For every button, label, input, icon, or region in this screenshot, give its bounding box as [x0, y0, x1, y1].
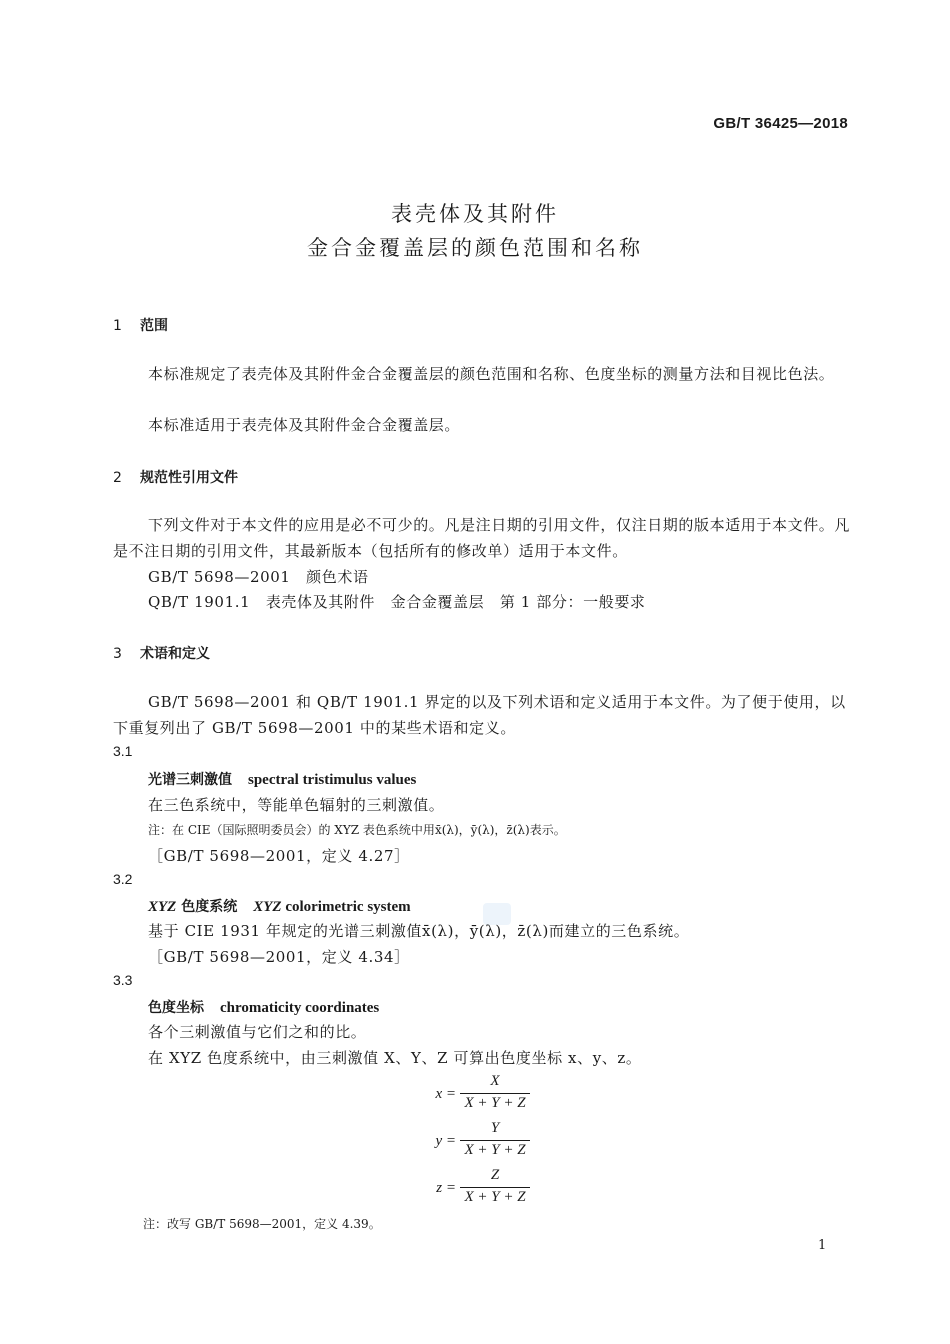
- note-3-1: 注：在 CIE（国际照明委员会）的 XYZ 表色系统中用x̄(λ)，ȳ(λ)，z̄(λ)表示。: [148, 823, 566, 837]
- section-1-heading: 1 范围: [113, 318, 168, 334]
- section-3-heading: 3 术语和定义: [113, 646, 210, 662]
- clause-3-1-number: 3.1: [113, 743, 133, 759]
- term-3-1: 光谱三刺激值 spectral tristimulus values: [148, 772, 417, 788]
- standard-number: GB/T 36425—2018: [713, 115, 848, 132]
- section-2-heading: 2 规范性引用文件: [113, 470, 238, 486]
- section-1-paragraph-1: 本标准规定了表壳体及其附件金合金覆盖层的颜色范围和名称、色度坐标的测量方法和目视比色法。: [148, 365, 835, 383]
- section-1-paragraph-2: 本标准适用于表壳体及其附件金合金覆盖层。: [148, 416, 461, 434]
- term-3-3: 色度坐标 chromaticity coordinates: [148, 1000, 380, 1016]
- clause-3-3-number: 3.3: [113, 972, 133, 988]
- title-line-2: 金合金覆盖层的颜色范围和名称: [307, 236, 643, 260]
- definition-3-3: 各个三刺激值与它们之和的比。: [148, 1023, 367, 1041]
- note-3-3: 注：改写 GB/T 5698—2001，定义 4.39。: [143, 1217, 381, 1231]
- source-3-2: ［GB/T 5698—2001，定义 4.34］: [148, 948, 410, 966]
- clause-3-2-number: 3.2: [113, 871, 133, 887]
- section-2-paragraph: 下列文件对于本文件的应用是必不可少的。凡是注日期的引用文件，仅注日期的版本适用于本文件。凡是不注日期的引用文件，其最新版本（包括所有的修改单）适用于本文件。: [113, 516, 851, 560]
- reference-1: GB/T 5698—2001 颜色术语: [148, 568, 369, 586]
- source-3-1: ［GB/T 5698—2001，定义 4.27］: [148, 847, 410, 865]
- term-3-2: XYZ 色度系统 XYZ colorimetric system: [148, 899, 411, 915]
- title-line-1: 表壳体及其附件: [391, 202, 559, 226]
- definition-3-3-line-2: 在 XYZ 色度系统中，由三刺激值 X、Y、Z 可算出色度坐标 x、y、z。: [148, 1049, 642, 1067]
- page-number: 1: [818, 1238, 827, 1253]
- section-3-paragraph: GB/T 5698—2001 和 QB/T 1901.1 界定的以及下列术语和定义适用于本文件。为了便于使用，以下重复列出了 GB/T 5698—2001 中的某些术语和定义。: [113, 693, 846, 737]
- definition-3-2: 基于 CIE 1931 年规定的光谱三刺激值x̄(λ)，ȳ(λ)，z̄(λ)而建立的三色系统。: [148, 922, 690, 940]
- reference-2: QB/T 1901.1 表壳体及其附件 金合金覆盖层 第 1 部分：一般要求: [148, 593, 646, 611]
- definition-3-1: 在三色系统中，等能单色辐射的三刺激值。: [148, 796, 445, 814]
